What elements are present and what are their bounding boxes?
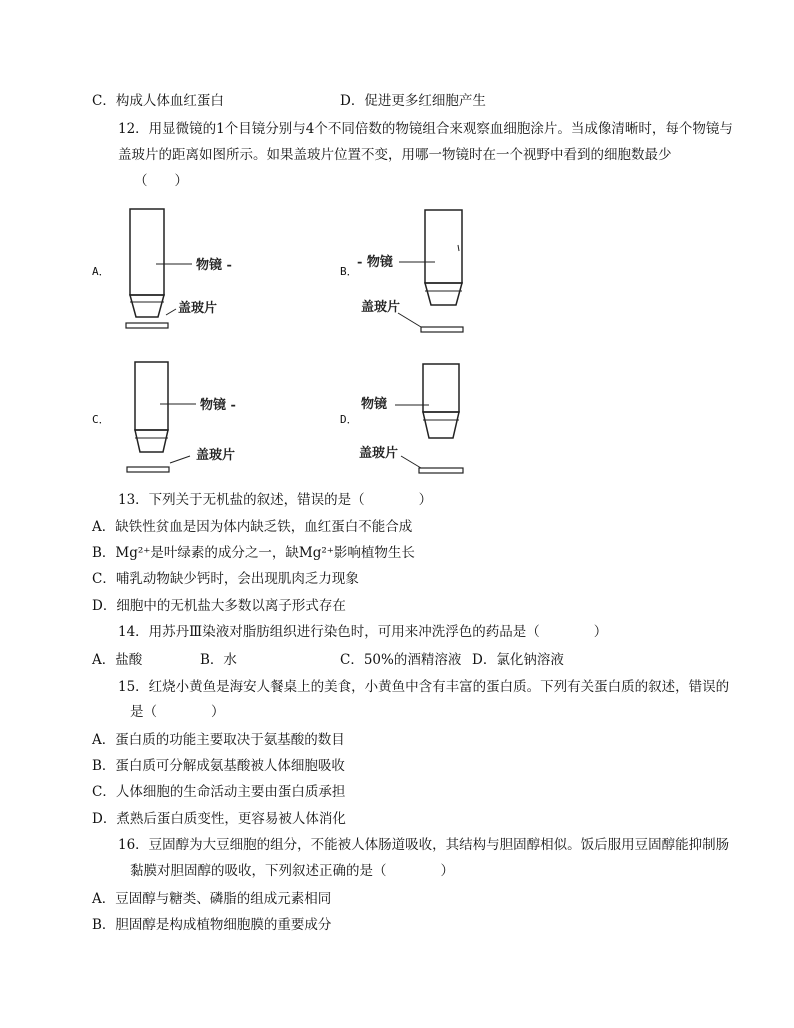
objective-label: 物镜 - — [200, 398, 236, 413]
objective-label: 物镜 - — [196, 258, 232, 273]
q15-stem-line1: 15．红烧小黄鱼是海安人餐桌上的美食，小黄鱼中含有丰富的蛋白质。下列有关蛋白质的叙述，错误的 — [118, 679, 730, 695]
q16-stem-line1: 16．豆固醇为大豆细胞的组分，不能被人体肠道吸收，其结构与胆固醇相似。饭后服用豆固醇能抑制肠 — [118, 837, 730, 853]
objective-lens-cone — [135, 430, 168, 452]
objective-barrel — [135, 362, 168, 430]
objective-label: 物镜 — [361, 397, 388, 412]
objective-lens-cone — [423, 412, 459, 438]
q13-option-a: A．缺铁性贫血是因为体内缺乏铁，血红蛋白不能合成 — [92, 519, 413, 535]
q11-option-c: C．构成人体血红蛋白 — [92, 93, 224, 109]
objective-barrel — [130, 209, 164, 295]
coverslip-shape — [126, 323, 168, 328]
q14-option-a: A．盐酸 — [92, 652, 143, 668]
q12-stem-line2: 盖玻片的距离如图所示。如果盖玻片位置不变，用哪一物镜时在一个视野中看到的细胞数最少 — [118, 147, 672, 163]
q15-option-c: C．人体细胞的生命活动主要由蛋白质承担 — [92, 784, 346, 800]
coverslip-shape — [127, 467, 169, 472]
q14-stem: 14．用苏丹Ⅲ染液对脂肪组织进行染色时，可用来冲洗浮色的药品是（ ） — [118, 624, 608, 640]
q12-figure-a-objective-diagram — [120, 205, 250, 335]
q14-option-c: C．50%的酒精溶液 — [340, 652, 462, 668]
q15-stem-line2: 是（ ） — [130, 704, 225, 720]
q12-figure-c-objective-diagram — [120, 358, 260, 478]
objective-lens-cone — [130, 295, 164, 317]
q12-stem-line1: 12．用显微镜的1个目镜分别与4个不同倍数的物镜组合来观察血细胞涂片。当成像清晰时，每个物镜与 — [118, 121, 733, 137]
q12-figure-a-letter: A． — [92, 265, 110, 278]
q15-option-d: D．煮熟后蛋白质变性，更容易被人体消化 — [92, 811, 346, 827]
q15-option-a: A．蛋白质的功能主要取决于氨基酸的数目 — [92, 732, 345, 748]
q12-figure-d-objective-diagram — [355, 360, 480, 480]
q12-figure-d-letter: D． — [340, 413, 358, 426]
q12-figure-c-letter: C． — [92, 413, 110, 426]
q12-answer-blank: （ ） — [134, 173, 188, 189]
coverslip-shape — [419, 468, 463, 473]
q14-option-d: D．氯化钠溶液 — [472, 652, 564, 668]
objective-lens-cone — [425, 283, 462, 305]
objective-barrel — [425, 210, 462, 283]
q11-option-d: D．促进更多红细胞产生 — [340, 93, 486, 109]
q13-stem: 13．下列关于无机盐的叙述，错误的是（ ） — [118, 492, 433, 508]
q15-option-b: B．蛋白质可分解成氨基酸被人体细胞吸收 — [92, 758, 345, 774]
coverslip-label: 盖玻片 — [359, 446, 399, 461]
q16-stem-line2: 黏膜对胆固醇的吸收，下列叙述正确的是（ ） — [130, 863, 454, 879]
q16-option-a: A．豆固醇与糖类、磷脂的组成元素相同 — [92, 891, 332, 907]
q12-figure-b-objective-diagram — [355, 205, 475, 340]
objective-label: - 物镜 — [357, 255, 393, 270]
q13-option-d: D．细胞中的无机盐大多数以离子形式存在 — [92, 598, 346, 614]
q14-option-b: B．水 — [200, 652, 237, 668]
coverslip-shape — [421, 327, 463, 332]
q12-figure-b-letter: B． — [340, 265, 358, 278]
coverslip-label: 盖玻片 — [196, 448, 236, 463]
q13-option-c: C．哺乳动物缺少钙时，会出现肌肉乏力现象 — [92, 571, 359, 587]
coverslip-label: 盖玻片 — [178, 301, 218, 316]
coverslip-label: 盖玻片 — [361, 300, 401, 315]
q13-option-b: B．Mg²⁺是叶绿素的成分之一，缺Mg²⁺影响植物生长 — [92, 545, 415, 561]
q16-option-b: B．胆固醇是构成植物细胞膜的重要成分 — [92, 917, 332, 933]
